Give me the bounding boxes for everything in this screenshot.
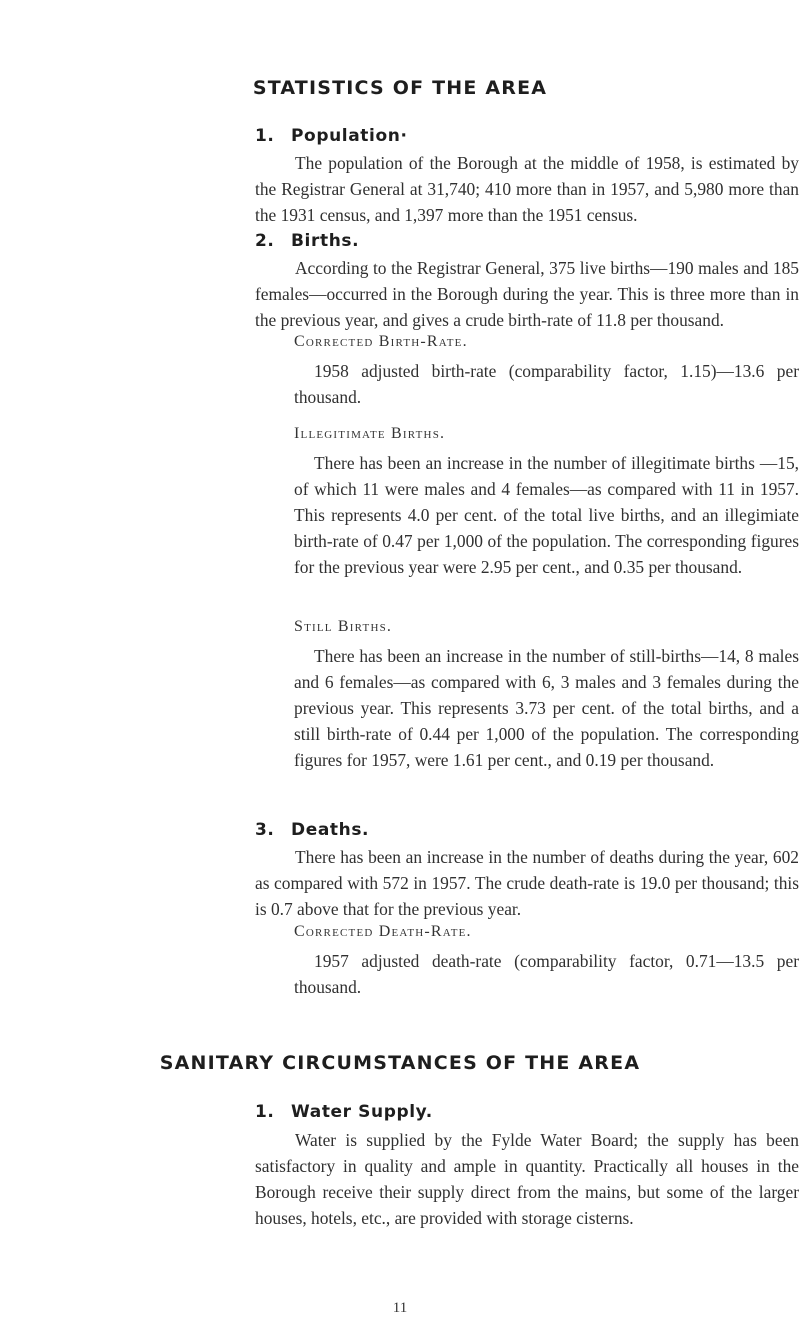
still-births-heading: Still Births. bbox=[294, 618, 393, 635]
water-supply-paragraph: Water is supplied by the Fylde Water Board; the supply has been satisfactory in quality and ample in quantity. Practically all houses in the Borough receive their supply direct from the mains, but some of the larger houses, hotels, etc., are provided with storage cisterns. bbox=[255, 1130, 799, 1228]
water-supply-heading bbox=[255, 1102, 433, 1122]
deaths-heading bbox=[255, 820, 369, 840]
water-supply-heading-label: Water Supply. bbox=[291, 1102, 433, 1122]
corrected-death-rate-heading: Corrected Death-Rate. bbox=[294, 923, 472, 940]
illegitimate-births-paragraph: There has been an increase in the number of illegitimate births —15, of which 11 were males and 4 females—as compared with 11 in 1957. This represents 4.0 per cent. of the total live births, and an illegimiate birth-rate of 0.47 per 1,000 of the population. The corresponding figures for the previous year were 2.95 per cent., and 0.35 per thousand. bbox=[294, 453, 799, 577]
illegitimate-births-heading: Illegitimate Births. bbox=[294, 425, 446, 442]
corrected-birth-rate-paragraph: 1958 adjusted birth-rate (comparability factor, 1.15)—13.6 per thousand. bbox=[294, 361, 799, 407]
statistics-section-title: STATISTICS OF THE AREA bbox=[252, 77, 548, 99]
deaths-number: 3. bbox=[255, 820, 275, 840]
births-heading-label: Births. bbox=[291, 231, 360, 251]
corrected-birth-rate-heading: Corrected Birth-Rate. bbox=[294, 333, 468, 350]
deaths-heading-label: Deaths. bbox=[291, 820, 370, 840]
population-heading-label: Population· bbox=[291, 126, 408, 146]
sanitary-section-title: SANITARY CIRCUMSTANCES OF THE AREA bbox=[159, 1052, 641, 1074]
water-supply-number: 1. bbox=[255, 1102, 275, 1122]
deaths-paragraph: There has been an increase in the number of deaths during the year, 602 as compared with 572 in 1957. The crude death-rate is 19.0 per thousand; this is 0.7 above that for the previous year. bbox=[255, 847, 799, 919]
corrected-death-rate-paragraph: 1957 adjusted death-rate (comparability factor, 0.71—13.5 per thousand. bbox=[294, 951, 799, 997]
population-heading bbox=[255, 126, 408, 146]
births-heading bbox=[255, 231, 359, 251]
page-number: 11 bbox=[392, 1300, 408, 1316]
still-births-paragraph: There has been an increase in the number of still-births—14, 8 males and 6 females—as compared with 6, 3 males and 3 females during the previous year. This represents 3.73 per cent. of the total births, and a still birth-rate of 0.44 per 1,000 of the population. The corresponding figures for 1957, were 1.61 per cent., and 0.19 per thousand. bbox=[294, 646, 799, 770]
births-paragraph: According to the Registrar General, 375 live births—190 males and 185 females—occurred in the Borough during the year. This is three more than in the previous year, and gives a crude birth-rate of 11.8 per thousand. bbox=[255, 258, 799, 330]
population-paragraph: The population of the Borough at the middle of 1958, is estimated by the Registrar General at 31,740; 410 more than in 1957, and 5,980 more than the 1931 census, and 1,397 more than the 1951 census. bbox=[255, 153, 799, 225]
population-number: 1. bbox=[255, 126, 275, 146]
births-number: 2. bbox=[255, 231, 275, 251]
